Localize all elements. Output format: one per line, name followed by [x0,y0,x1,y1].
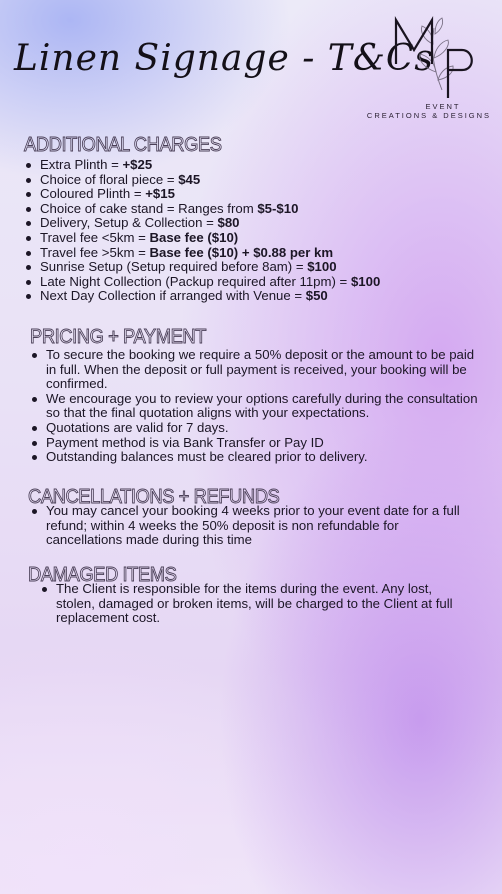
charge-amount: $5-$10 [257,200,299,216]
brand-logo [366,10,494,122]
charge-amount: +$15 [145,186,175,202]
list-item [24,173,494,188]
list-item [24,187,494,202]
section-heading-damaged-items: DAMAGED ITEMS [28,564,177,586]
charge-description: Choice of floral piece = [40,171,179,187]
logo-tagline-event: EVENT [425,102,461,111]
list-item [24,260,494,275]
charge-description: Delivery, Setup & Collection = [40,215,218,231]
damaged-items-list [40,582,470,626]
pricing-payment-list [30,348,480,465]
charge-amount: Base fee ($10) + $0.88 per km [149,244,334,260]
charge-amount: $45 [178,171,201,187]
list-item [24,246,494,261]
list-item [24,275,494,290]
charge-description: Travel fee >5km = [40,244,150,260]
charge-amount: $80 [217,215,240,231]
list-item: To secure the booking we require a 50% deposit or the amount to be paid in full. When the deposit or full payment is received, your booking will be confirmed. [30,348,480,392]
charge-amount: $100 [307,259,337,275]
list-item [24,202,494,217]
list-item: The Client is responsible for the items during the event. Any lost, stolen, damaged or broken items, will be charged to the Client at full replacement cost. [40,582,470,626]
list-item: Quotations are valid for 7 days. [30,421,480,436]
charge-description: Coloured Plinth = [40,186,146,202]
list-item [24,289,494,304]
list-item [24,231,494,246]
charge-description: Next Day Collection if arranged with Venue = [40,288,306,304]
list-item: You may cancel your booking 4 weeks prior to your event date for a full refund; within 4 weeks the 50% deposit is non refundable for cancellations made during this time [30,504,470,548]
charge-description: Travel fee <5km = [40,229,150,245]
section-heading-cancellations-refunds: CANCELLATIONS + REFUNDS [28,486,280,508]
list-item [24,158,494,173]
charge-description: Late Night Collection (Packup required after 11pm) = [40,273,351,289]
list-item: Payment method is via Bank Transfer or Pay ID [30,436,480,451]
charge-description: Extra Plinth = [40,157,123,172]
charge-amount: Base fee ($10) [149,229,239,245]
charge-amount: $50 [305,288,328,304]
charge-amount: +$25 [122,157,153,172]
list-item: Outstanding balances must be cleared prior to delivery. [30,450,480,465]
list-item [24,216,494,231]
page-title: Linen Signage - T&Cs [14,38,434,79]
mp-monogram-logo [384,10,494,100]
section-heading-pricing-payment: PRICING + PAYMENT [30,326,207,348]
section-heading-additional-charges: ADDITIONAL CHARGES [24,134,222,156]
charge-amount: $100 [350,273,381,289]
additional-charges-list [24,158,494,304]
charge-description: Choice of cake stand = Ranges from [40,200,258,216]
charge-description: Sunrise Setup (Setup required before 8am) = [40,259,308,275]
cancellations-refunds-list [30,504,470,548]
list-item: We encourage you to review your options carefully during the consultation so that the final quotation aligns with your expectations. [30,392,480,421]
logo-tagline-creations: CREATIONS & DESIGNS [366,111,492,120]
